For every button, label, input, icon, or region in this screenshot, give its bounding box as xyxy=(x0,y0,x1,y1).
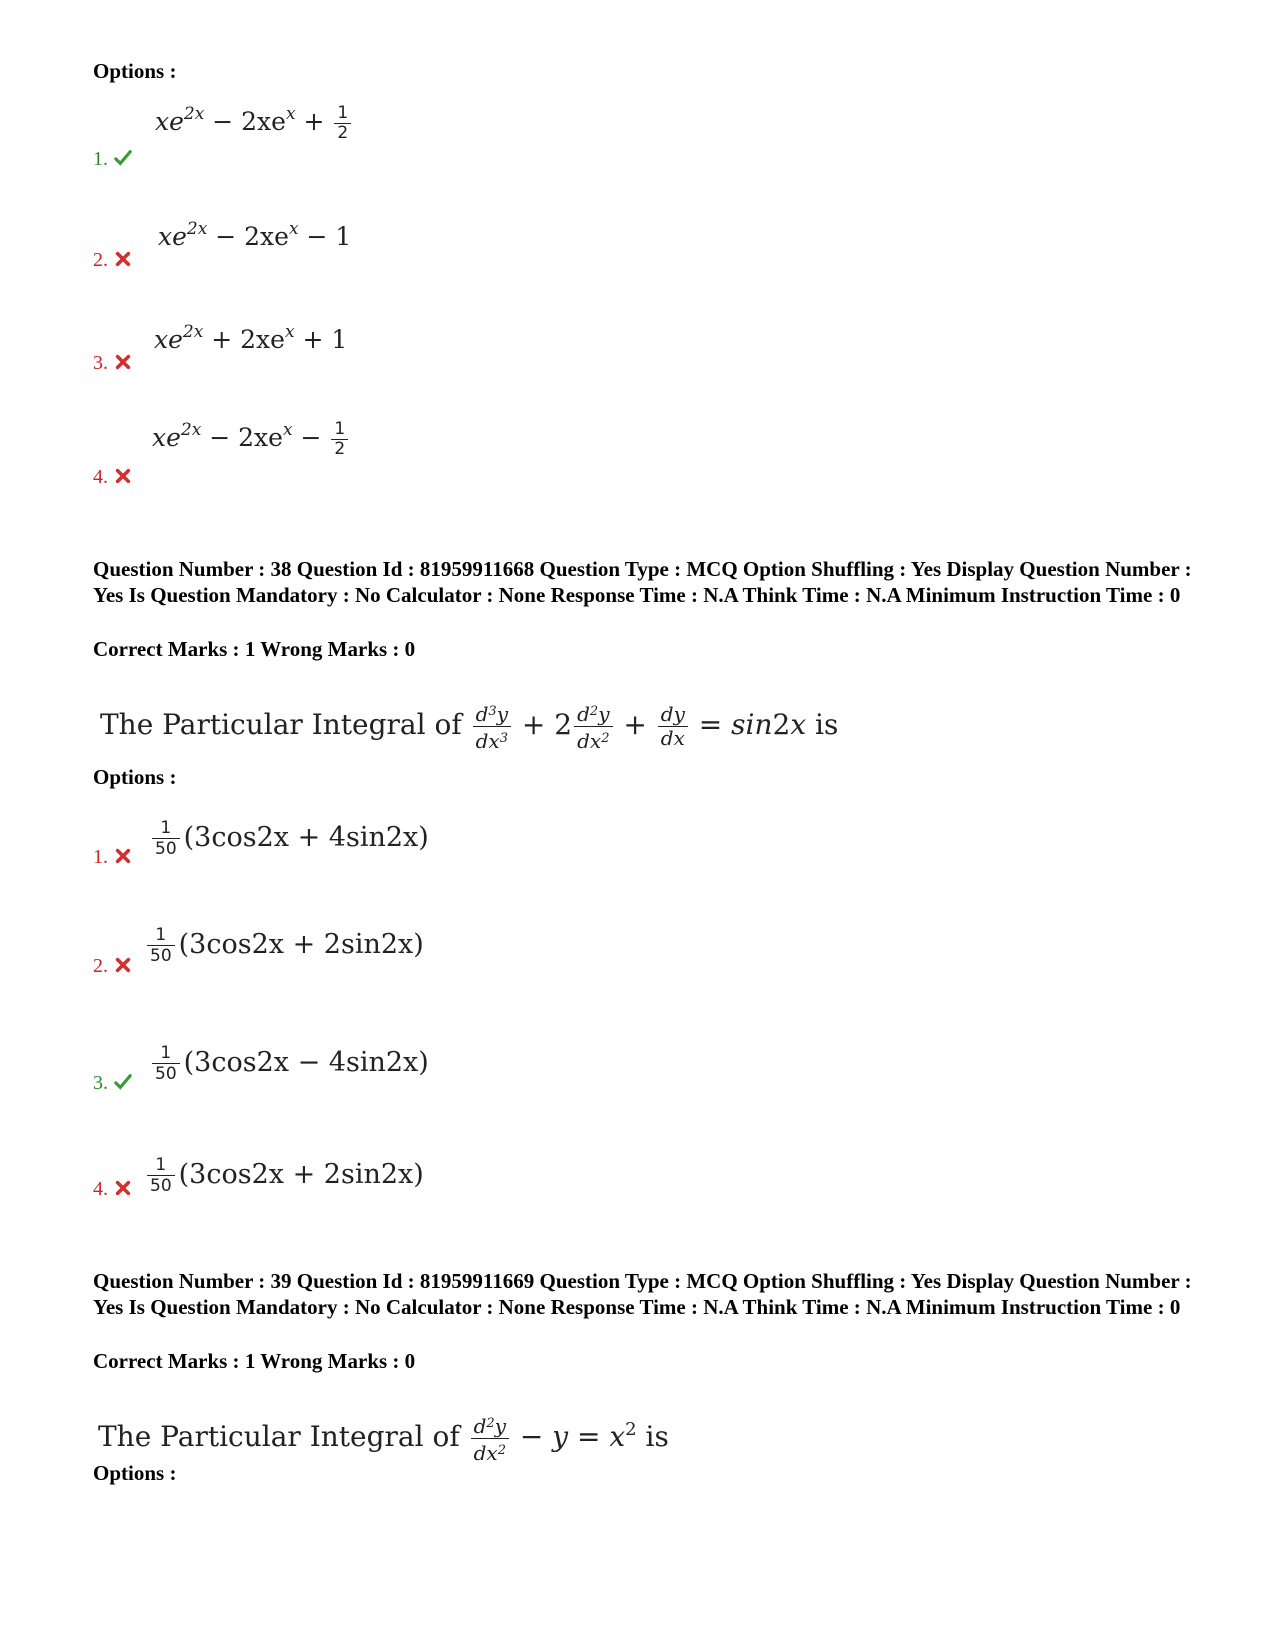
check-icon xyxy=(114,149,132,167)
marks-line: Correct Marks : 1 Wrong Marks : 0 xyxy=(93,1349,416,1373)
option-formula: $\frac{1}{50}$ (3cos2x − 4sin2x) xyxy=(150,1043,429,1084)
question-meta: Question Number : 38 Question Id : 81959911668 Question Type : MCQ Option Shuffling : Yes Display Question Number : Yes Is Question Mandatory : No Calculator : None Response Time : N.A Think Time : N.A Minimum Instruction Time : 0 xyxy=(93,557,1192,607)
option-formula: $xe^{2x} - 2xe^x$ + $\frac{1}{2}$ xyxy=(155,104,353,143)
cross-icon xyxy=(114,353,132,371)
option-number: 1. xyxy=(93,148,132,171)
option-formula: $xe^{2x} - 2xe^x$ − $\frac{1}{2}$ xyxy=(152,420,350,459)
option-number: 1. xyxy=(93,846,132,869)
option-number: 4. xyxy=(93,466,132,489)
option-formula: $xe^{2x} - 2xe^x - 1$ xyxy=(158,219,352,251)
option-number: 2. xyxy=(93,249,132,272)
cross-icon xyxy=(114,467,132,485)
cross-icon xyxy=(114,847,132,865)
question-stem: The Particular Integral of $\frac{d^2y}{dx^2}$ − $y = x^2$ is xyxy=(98,1414,669,1465)
option-formula: $\frac{1}{50}$ (3cos2x + 2sin2x) xyxy=(145,925,424,966)
question-stem: The Particular Integral of $\frac{d^3y}{dx^3}$ + 2 $\frac{d^2y}{dx^2}$ + $\frac{dy}{dx}$ = sin2x is xyxy=(100,702,839,753)
cross-icon xyxy=(114,250,132,268)
option-formula: $\frac{1}{50}$ (3cos2x + 4sin2x) xyxy=(150,818,429,859)
cross-icon xyxy=(114,956,132,974)
check-icon xyxy=(114,1073,132,1091)
option-number: 4. xyxy=(93,1178,132,1201)
options-heading: Options : xyxy=(93,765,177,789)
options-heading: Options : xyxy=(93,59,177,83)
option-number: 3. xyxy=(93,352,132,375)
question-meta: Question Number : 39 Question Id : 81959911669 Question Type : MCQ Option Shuffling : Yes Display Question Number : Yes Is Question Mandatory : No Calculator : None Response Time : N.A Think Time : N.A Minimum Instruction Time : 0 xyxy=(93,1269,1192,1319)
option-formula: $xe^{2x} + 2xe^x + 1$ xyxy=(154,322,348,354)
marks-line: Correct Marks : 1 Wrong Marks : 0 xyxy=(93,637,416,661)
option-number: 3. xyxy=(93,1072,132,1095)
option-formula: $\frac{1}{50}$ (3cos2x + 2sin2x) xyxy=(145,1155,424,1196)
cross-icon xyxy=(114,1179,132,1197)
options-heading: Options : xyxy=(93,1461,177,1485)
option-number: 2. xyxy=(93,955,132,978)
